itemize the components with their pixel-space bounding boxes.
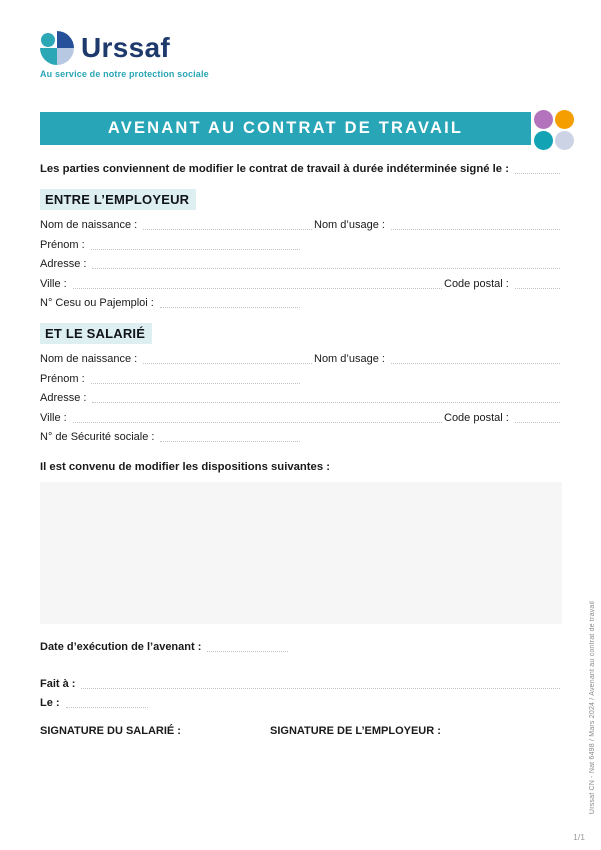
brand-tagline: Au service de notre protection sociale — [40, 69, 209, 79]
employee-section-title: ET LE SALARIÉ — [40, 323, 152, 344]
logo-quadrant-navy — [57, 31, 74, 48]
date-row — [40, 696, 562, 709]
employee-birth-name-field — [143, 362, 312, 364]
urssaf-logo-icon — [40, 31, 74, 65]
document-title-banner — [40, 112, 531, 145]
employee-city-row — [40, 411, 562, 424]
employer-usage-name-label: Nom d’usage : — [314, 219, 385, 231]
employer-name-row — [40, 218, 562, 231]
employee-signature-label: SIGNATURE DU SALARIÉ : — [40, 725, 181, 737]
urssaf-logo — [40, 0, 562, 79]
employer-city-label: Ville : — [40, 277, 67, 290]
execution-date-label: Date d’exécution de l’avenant : — [40, 641, 202, 653]
employer-section-title: ENTRE L’EMPLOYEUR — [40, 189, 196, 210]
teal-dot-icon — [534, 131, 553, 150]
employer-usage-name-field — [391, 228, 560, 230]
signed-date-field — [515, 172, 560, 174]
employee-name-row — [40, 352, 562, 365]
employee-ssn-field — [160, 440, 300, 442]
employee-postal-code-field — [515, 421, 560, 423]
employee-first-name-label: Prénom : — [40, 372, 85, 385]
modifications-textarea — [40, 482, 562, 624]
employer-postal-code-field — [515, 287, 560, 289]
employer-firstname-row — [40, 238, 562, 251]
purple-dot-icon — [534, 110, 553, 129]
employer-city-field — [73, 287, 442, 289]
lavender-dot-icon — [555, 131, 574, 150]
employee-first-name-field — [91, 382, 300, 384]
execution-date-row — [40, 640, 562, 653]
intro-text: Les parties conviennent de modifier le contrat de travail à durée indéterminée signé le : — [40, 163, 509, 175]
done-at-row — [40, 677, 562, 690]
employer-postal-code-label: Code postal : — [444, 277, 509, 290]
employee-address-label: Adresse : — [40, 392, 87, 404]
employee-address-field — [92, 401, 560, 403]
employer-address-field — [92, 267, 560, 269]
employee-city-label: Ville : — [40, 411, 67, 424]
employer-signature-label: SIGNATURE DE L’EMPLOYEUR : — [270, 725, 441, 737]
modifications-label: Il est convenu de modifier les dispositions suivantes : — [40, 461, 331, 473]
employer-address-label: Adresse : — [40, 258, 87, 270]
employer-cesu-number-field — [160, 306, 300, 308]
signature-row — [40, 725, 562, 737]
employee-birth-name-label: Nom de naissance : — [40, 353, 138, 365]
employer-birth-name-field — [143, 228, 312, 230]
employee-firstname-row — [40, 372, 562, 385]
intro-line — [40, 162, 562, 175]
brand-name: Urssaf — [81, 32, 170, 63]
employee-usage-name-label: Nom d’usage : — [314, 353, 385, 365]
date-field — [66, 706, 148, 708]
document-reference: Urssaf CN - Nat 6498 / Mars 2024 / Avenant au contrat de travail — [589, 600, 596, 814]
employer-first-name-label: Prénom : — [40, 238, 85, 251]
employee-registration-row — [40, 430, 562, 443]
employee-address-row — [40, 391, 562, 404]
title-banner-row — [40, 112, 562, 150]
employee-ssn-label: N° de Sécurité sociale : — [40, 431, 155, 443]
employer-city-row — [40, 277, 562, 290]
employer-cesu-number-label: N° Cesu ou Pajemploi : — [40, 297, 154, 309]
employee-postal-code-label: Code postal : — [444, 411, 509, 424]
page-number: 1/1 — [573, 832, 585, 842]
logo-quadrant-lightblue — [57, 48, 74, 65]
banner-decoration-dots — [534, 110, 574, 150]
done-at-field — [81, 687, 560, 689]
document-title: AVENANT AU CONTRAT DE TRAVAIL — [107, 119, 464, 137]
employer-address-row — [40, 257, 562, 270]
employee-city-field — [73, 421, 442, 423]
logo-quadrant-teal — [40, 48, 57, 65]
execution-date-field — [207, 650, 288, 652]
logo-quadrant-dot — [41, 33, 55, 47]
employer-registration-row — [40, 296, 562, 309]
employer-first-name-field — [91, 248, 300, 250]
done-at-label: Fait à : — [40, 678, 76, 690]
date-label: Le : — [40, 697, 60, 709]
orange-dot-icon — [555, 110, 574, 129]
employer-birth-name-label: Nom de naissance : — [40, 219, 138, 231]
employee-usage-name-field — [391, 362, 560, 364]
